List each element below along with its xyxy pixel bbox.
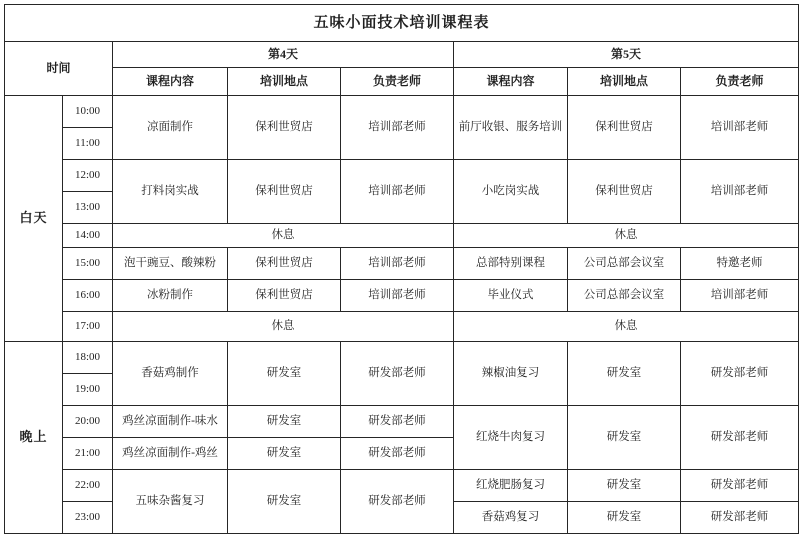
teacher-cell: 研发部老师	[341, 470, 454, 534]
course-cell: 红烧肥肠复习	[454, 470, 568, 502]
table-row	[5, 96, 799, 128]
time-cell: 10:00	[63, 96, 113, 128]
teacher-cell: 研发部老师	[681, 342, 799, 406]
course-cell: 冰粉制作	[113, 280, 228, 312]
location-cell: 公司总部会议室	[568, 280, 681, 312]
table-row	[5, 470, 799, 502]
rest-cell: 休息	[113, 224, 454, 248]
teacher-cell: 培训部老师	[341, 280, 454, 312]
location-cell: 保利世贸店	[568, 96, 681, 160]
teacher-cell: 研发部老师	[681, 470, 799, 502]
location-cell: 研发室	[568, 502, 681, 534]
col-header-day4-teacher: 负责老师	[341, 68, 454, 96]
col-header-day5-location: 培训地点	[568, 68, 681, 96]
course-cell: 总部特别课程	[454, 248, 568, 280]
table-row	[5, 248, 799, 280]
col-header-day5-course: 课程内容	[454, 68, 568, 96]
teacher-cell: 研发部老师	[341, 438, 454, 470]
table-row	[5, 406, 799, 438]
teacher-cell: 培训部老师	[341, 160, 454, 224]
col-header-time: 时间	[5, 42, 113, 96]
location-cell: 公司总部会议室	[568, 248, 681, 280]
course-cell: 香菇鸡制作	[113, 342, 228, 406]
location-cell: 保利世贸店	[228, 96, 341, 160]
location-cell: 研发室	[228, 406, 341, 438]
table-row	[5, 312, 799, 342]
table-row	[5, 224, 799, 248]
location-cell: 研发室	[228, 438, 341, 470]
location-cell: 研发室	[568, 406, 681, 470]
col-header-day4-course: 课程内容	[113, 68, 228, 96]
time-cell: 18:00	[63, 342, 113, 374]
course-cell: 红烧牛肉复习	[454, 406, 568, 470]
table-row	[5, 280, 799, 312]
rest-cell: 休息	[454, 224, 799, 248]
course-cell: 香菇鸡复习	[454, 502, 568, 534]
time-cell: 17:00	[63, 312, 113, 342]
time-cell: 19:00	[63, 374, 113, 406]
time-cell: 23:00	[63, 502, 113, 534]
section-label-daytime: 白天	[5, 96, 63, 342]
col-header-day4-location: 培训地点	[228, 68, 341, 96]
col-header-day5-teacher: 负责老师	[681, 68, 799, 96]
location-cell: 保利世贸店	[228, 248, 341, 280]
time-cell: 21:00	[63, 438, 113, 470]
time-cell: 20:00	[63, 406, 113, 438]
teacher-cell: 培训部老师	[681, 280, 799, 312]
time-cell: 11:00	[63, 128, 113, 160]
location-cell: 研发室	[228, 470, 341, 534]
rest-cell: 休息	[454, 312, 799, 342]
course-cell: 前厅收银、服务培训	[454, 96, 568, 160]
col-header-day4: 第4天	[113, 42, 454, 68]
course-cell: 鸡丝凉面制作-鸡丝	[113, 438, 228, 470]
teacher-cell: 培训部老师	[341, 248, 454, 280]
course-cell: 五味杂酱复习	[113, 470, 228, 534]
teacher-cell: 研发部老师	[681, 502, 799, 534]
teacher-cell: 培训部老师	[681, 160, 799, 224]
time-cell: 15:00	[63, 248, 113, 280]
teacher-cell: 研发部老师	[341, 406, 454, 438]
location-cell: 保利世贸店	[228, 280, 341, 312]
location-cell: 保利世贸店	[228, 160, 341, 224]
time-cell: 14:00	[63, 224, 113, 248]
teacher-cell: 研发部老师	[341, 342, 454, 406]
col-header-day5: 第5天	[454, 42, 799, 68]
location-cell: 保利世贸店	[568, 160, 681, 224]
teacher-cell: 研发部老师	[681, 406, 799, 470]
time-cell: 12:00	[63, 160, 113, 192]
teacher-cell: 培训部老师	[681, 96, 799, 160]
teacher-cell: 培训部老师	[341, 96, 454, 160]
course-cell: 小吃岗实战	[454, 160, 568, 224]
course-cell: 泡干豌豆、酸辣粉	[113, 248, 228, 280]
location-cell: 研发室	[228, 342, 341, 406]
course-cell: 凉面制作	[113, 96, 228, 160]
time-cell: 13:00	[63, 192, 113, 224]
page-title: 五味小面技术培训课程表	[5, 5, 799, 42]
course-cell: 打料岗实战	[113, 160, 228, 224]
rest-cell: 休息	[113, 312, 454, 342]
table-row	[5, 160, 799, 192]
course-schedule-table	[4, 4, 799, 534]
course-cell: 辣椒油复习	[454, 342, 568, 406]
table-row	[5, 342, 799, 374]
time-cell: 22:00	[63, 470, 113, 502]
location-cell: 研发室	[568, 342, 681, 406]
course-cell: 鸡丝凉面制作-味水	[113, 406, 228, 438]
teacher-cell: 特邀老师	[681, 248, 799, 280]
section-label-evening: 晚上	[5, 342, 63, 534]
time-cell: 16:00	[63, 280, 113, 312]
location-cell: 研发室	[568, 470, 681, 502]
course-cell: 毕业仪式	[454, 280, 568, 312]
